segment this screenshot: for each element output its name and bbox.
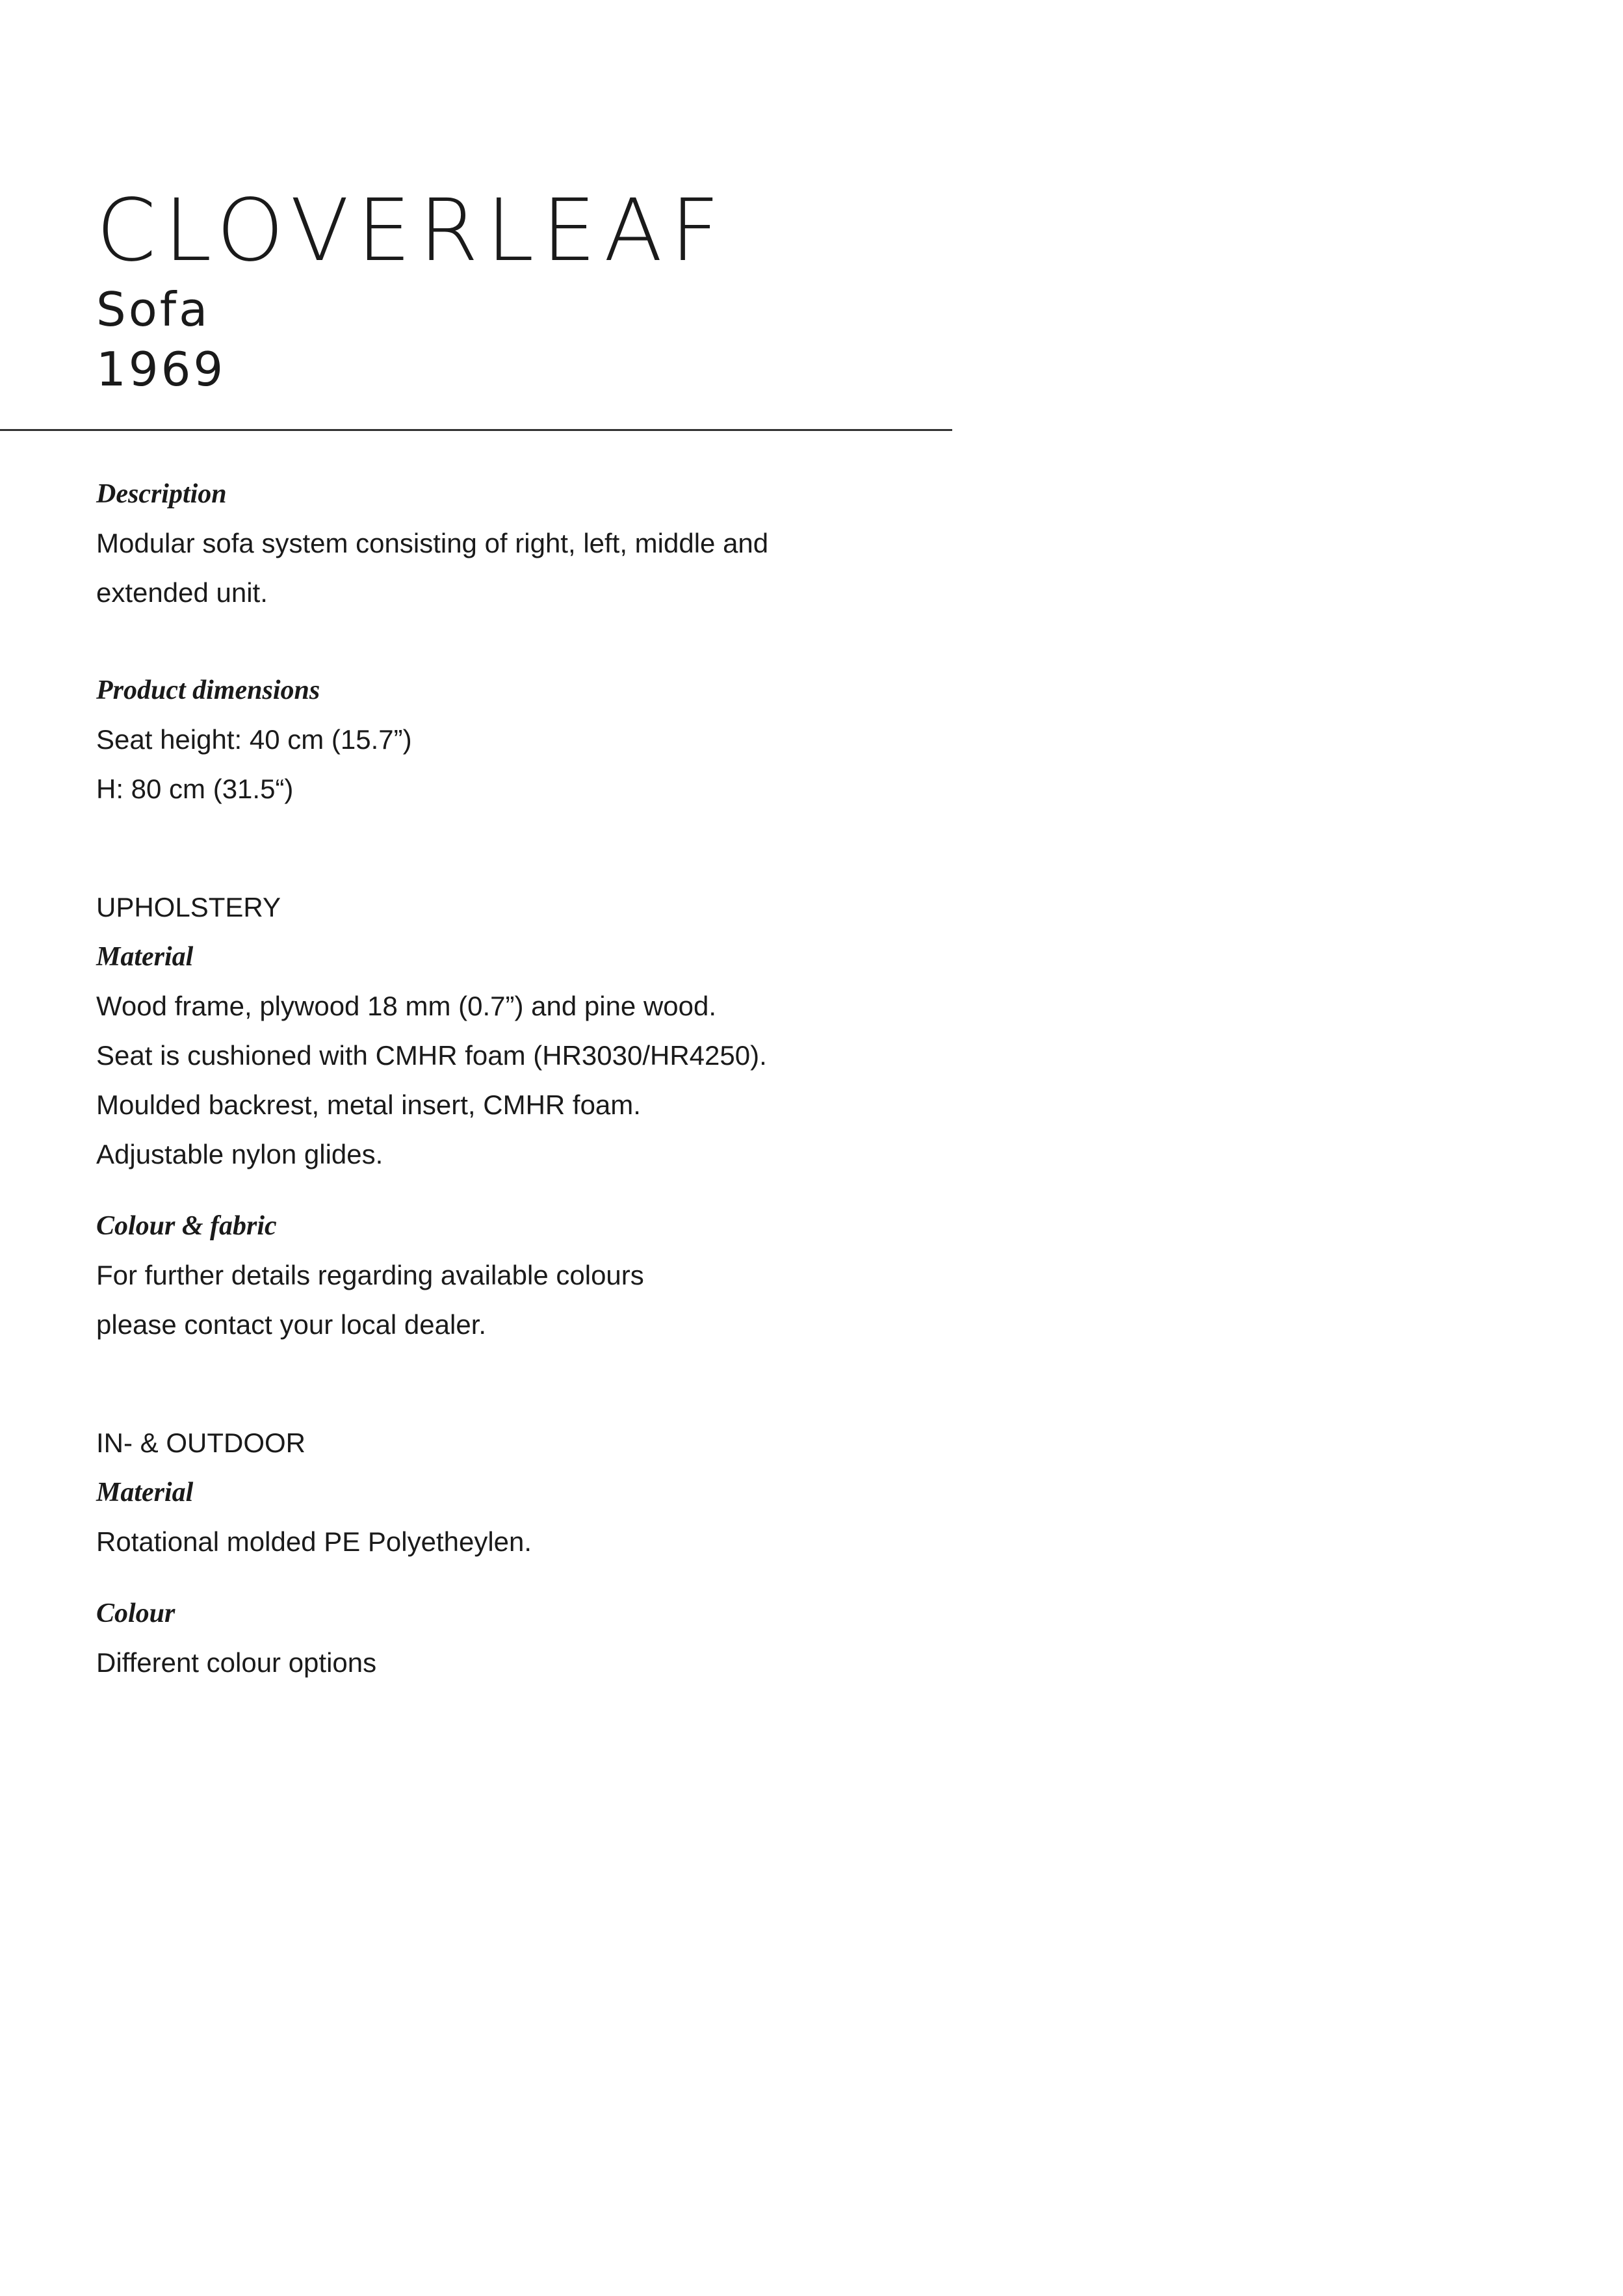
description-line: Modular sofa system consisting of right, left, middle and: [96, 528, 769, 558]
upholstery-section: [96, 883, 941, 1350]
upholstery-colour-label: Colour & fabric: [96, 1211, 277, 1241]
upholstery-colour-line: please contact your local dealer.: [96, 1309, 487, 1340]
outdoor-colour-label: Colour: [96, 1598, 175, 1628]
upholstery-material-line: Wood frame, plywood 18 mm (0.7”) and pine wood.: [96, 991, 717, 1021]
dimensions-section: [96, 666, 941, 814]
overall-height: H: 80 cm (31.5“): [96, 774, 294, 804]
outdoor-material-line: Rotational molded PE Polyetheylen.: [96, 1526, 532, 1557]
outdoor-colour-line: Different colour options: [96, 1647, 377, 1678]
product-year: 1969: [96, 342, 226, 397]
description-section: [96, 469, 941, 618]
outdoor-heading: IN- & OUTDOOR: [96, 1428, 305, 1458]
seat-height: Seat height: 40 cm (15.7”): [96, 724, 412, 755]
upholstery-material-line: Adjustable nylon glides.: [96, 1139, 383, 1169]
outdoor-section: [96, 1418, 941, 1688]
product-header: [96, 182, 727, 399]
upholstery-material-label: Material: [96, 942, 194, 972]
header-divider: [0, 429, 952, 431]
upholstery-heading: UPHOLSTERY: [96, 892, 281, 922]
dimensions-label: Product dimensions: [96, 675, 320, 705]
product-type: Sofa: [96, 282, 211, 337]
upholstery-material-line: Seat is cushioned with CMHR foam (HR3030/HR4250).: [96, 1040, 767, 1071]
outdoor-material-label: Material: [96, 1478, 194, 1507]
description-label: Description: [96, 479, 227, 509]
description-line: extended unit.: [96, 577, 268, 608]
upholstery-material-line: Moulded backrest, metal insert, CMHR foam.: [96, 1089, 641, 1120]
upholstery-colour-line: For further details regarding available colours: [96, 1260, 644, 1290]
product-title: CLOVERLEAF: [96, 181, 728, 281]
spec-content: [96, 469, 941, 1688]
